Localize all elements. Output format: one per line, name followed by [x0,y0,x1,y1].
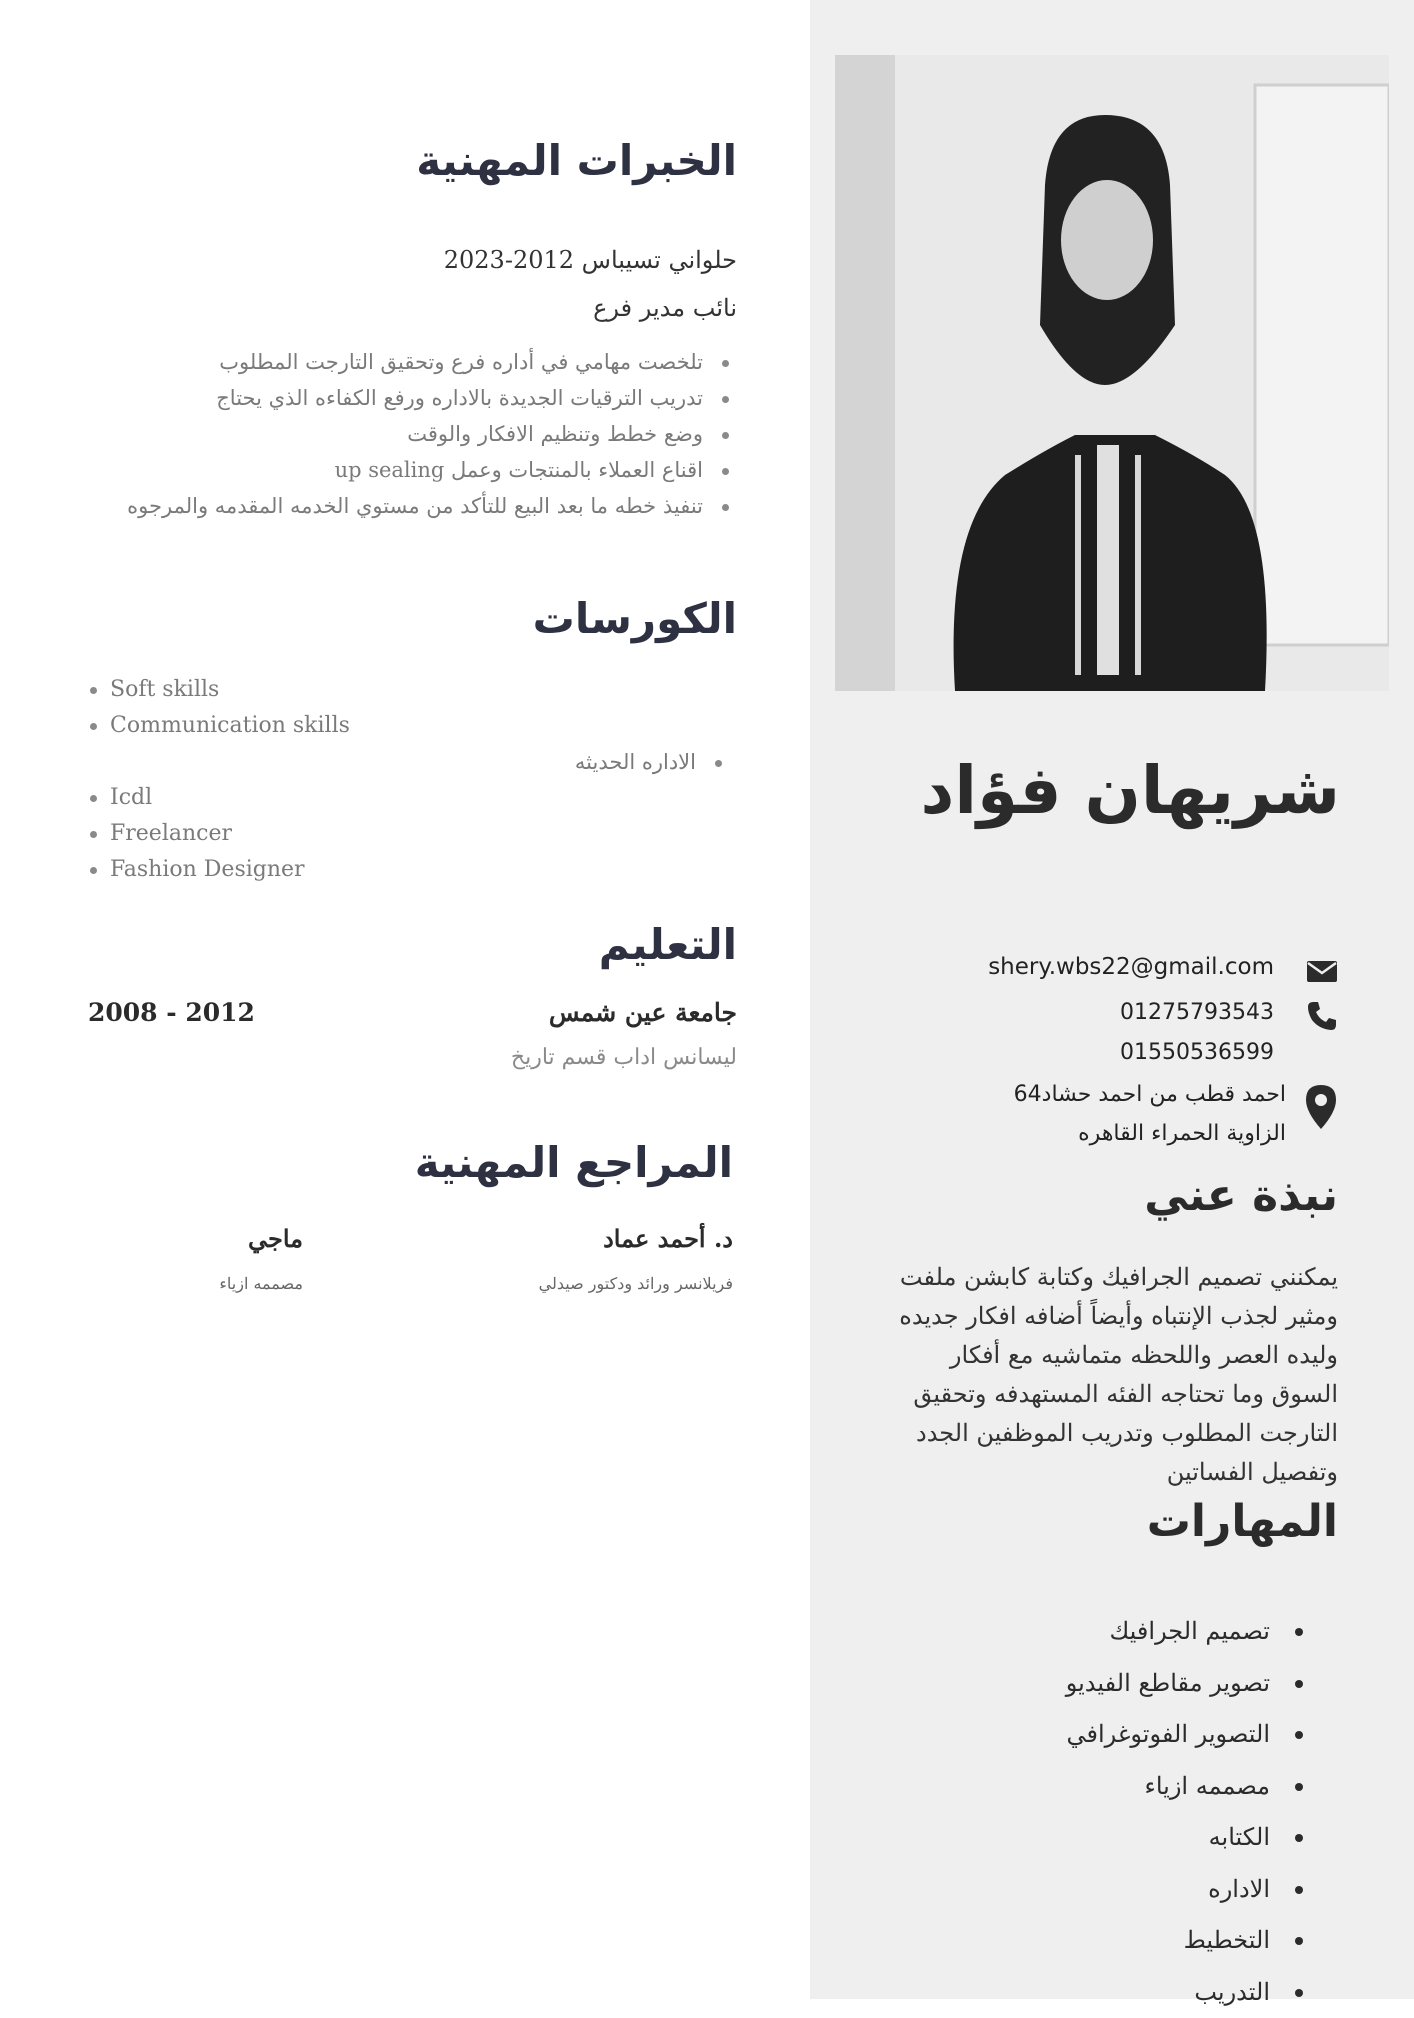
task-item: اقناع العملاء بالمنتجات وعمل up sealing [80,452,737,488]
phone-number-1[interactable]: 01275793543 [1120,1000,1274,1025]
address-line-2: الزاوية الحمراء القاهره [1078,1121,1286,1146]
courses-list-arabic [400,744,730,780]
course-item: Freelancer [88,816,488,852]
courses-title: الكورسات [300,594,737,643]
about-title: نبذة عني [1000,1170,1338,1221]
reference-1-name: د. أحمد عماد [480,1224,733,1253]
profile-name: شريهان فؤاد [840,752,1340,829]
courses-list-1 [88,672,488,744]
about-text: يمكنني تصميم الجرافيك وكتابة كابشن ملفت ومثير لجذب الإنتباه وأيضاً أضافه افكار جديده وليده العصر واللحظه متماشيه مع أفكار السوق وما تحتاجه الفئه المستهدفه وتحقيق التارجت المطلوب وتدريب الموظفين الجدد وتفصيل الفساتين [890,1258,1338,1492]
course-item: Soft skills [88,672,488,708]
education-title: التعليم [300,920,737,969]
education-years: 2008 - 2012 [88,998,348,1027]
location-pin-icon [1303,1083,1339,1131]
email-icon [1305,954,1339,988]
email-text[interactable]: shery.wbs22@gmail.com [988,954,1274,980]
phone-number-2[interactable]: 01550536599 [1120,1040,1274,1065]
course-item: Communication skills [88,708,488,744]
skills-list [898,1606,1318,2018]
reference-2-role: مصممه ازياء [120,1274,303,1293]
skills-title: المهارات [1000,1496,1338,1547]
references-title: المراجع المهنية [300,1138,733,1187]
skill-item: التصوير الفوتوغرافي [898,1709,1318,1761]
skill-item: التدريب [898,1967,1318,2018]
course-item: Icdl [88,780,488,816]
education-degree: ليسانس اداب قسم تاريخ [400,1045,737,1070]
task-item: تدريب الترقيات الجديدة بالاداره ورفع الكفاءه الذي يحتاج [80,380,737,416]
task-item: تنفيذ خطه ما بعد البيع للتأكد من مستوي الخدمه المقدمه والمرجوه [80,488,737,524]
skill-item: مصممه ازياء [898,1761,1318,1813]
courses-list-2 [88,780,488,888]
course-item: Fashion Designer [88,852,488,888]
course-item: الاداره الحديثه [400,744,730,780]
experience-title: الخبرات المهنية [300,136,737,185]
skill-item: الكتابه [898,1812,1318,1864]
profile-photo [835,55,1389,691]
skill-item: الاداره [898,1864,1318,1916]
skill-item: تصوير مقاطع الفيديو [898,1658,1318,1710]
task-item: تلخصت مهامي في أداره فرع وتحقيق التارجت المطلوب [80,344,737,380]
education-university: جامعة عين شمس [400,998,737,1027]
address-line-1: احمد قطب من احمد حشاد64 [1014,1082,1286,1107]
reference-2-name: ماجي [120,1224,303,1253]
experience-company: حلواني تسيباس 2012-2023 [300,246,737,274]
experience-role: نائب مدير فرع [300,294,737,322]
skill-item: التخطيط [898,1915,1318,1967]
phone-icon [1305,999,1339,1033]
skill-item: تصميم الجرافيك [898,1606,1318,1658]
task-item: وضع خطط وتنظيم الافكار والوقت [80,416,737,452]
reference-1-role: فريلانسر ورائد ودكتور صيدلي [480,1274,733,1293]
experience-tasks [80,344,737,524]
